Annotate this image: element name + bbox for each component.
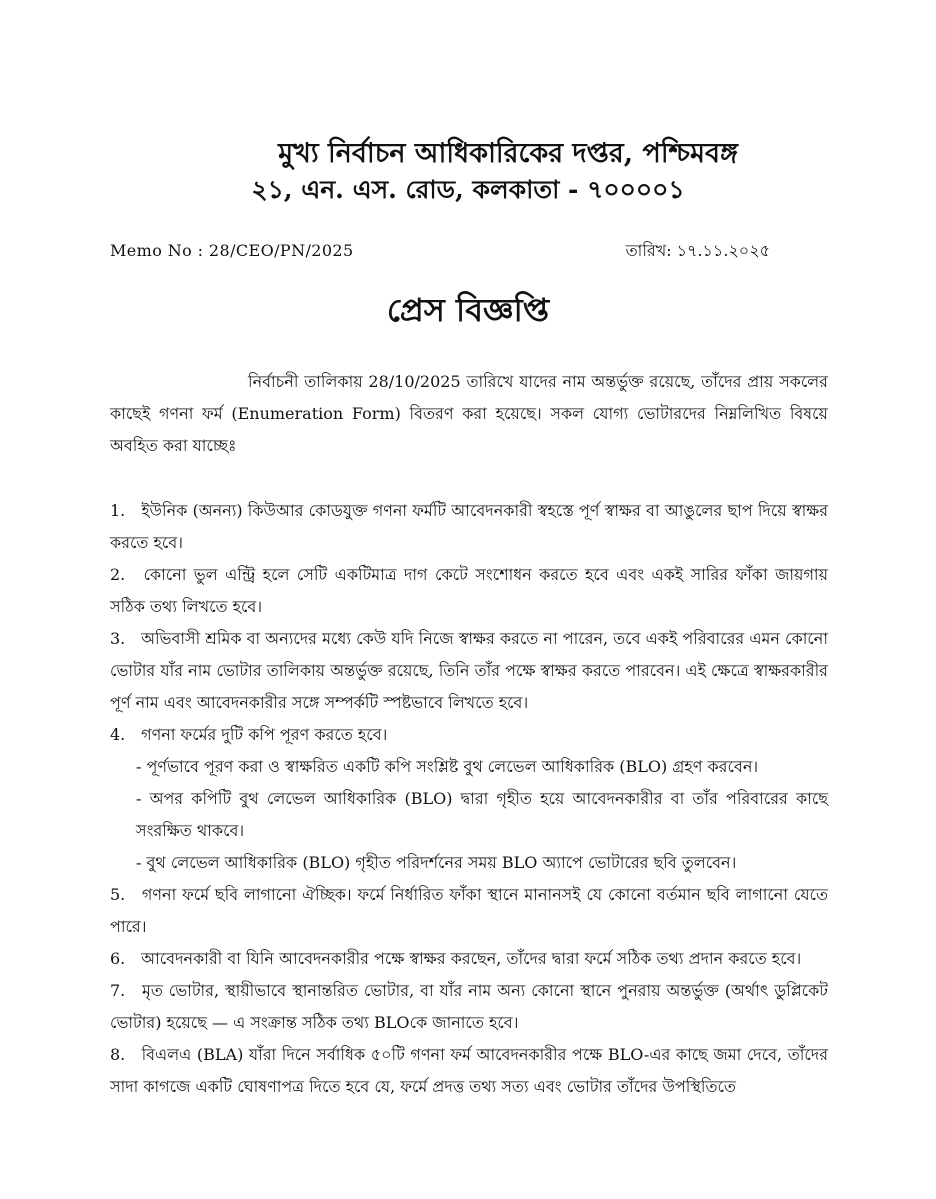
memo-date: তারিখ: ১৭.১১.২০২৫: [625, 241, 770, 260]
list-item: [110, 975, 828, 1039]
item-text: কোনো ভুল এন্ট্রি হলে সেটি একটিমাত্র দাগ কেটে সংশোধন করতে হবে এবং একই সারির ফাঁকা জায়গায় সঠিক তথ্য লিখতে হবে।: [110, 565, 828, 616]
list-item: [110, 719, 828, 751]
item-number: 4.: [110, 725, 126, 744]
item-number: 7.: [110, 981, 126, 1000]
instruction-list: [110, 495, 828, 1103]
office-address: ২১, এন. এস. রোড, কলকাতা - ৭০০০০১: [251, 175, 685, 204]
item-number: 6.: [110, 949, 126, 968]
list-item: [110, 495, 828, 559]
item-text: বিএলএ (BLA) যাঁরা দিনে সর্বাধিক ৫০টি গণনা ফর্ম আবেদনকারীর পক্ষে BLO-এর কাছে জমা দেবে, তাঁদের সাদা কাগজে একটি ঘোষণাপত্র দিতে হবে যে, ফর্মে প্রদত্ত তথ্য সত্য এবং ভোটার তাঁদের উপস্থিতিতে: [110, 1045, 828, 1096]
intro-paragraph: নির্বাচনী তালিকায় 28/10/2025 তারিখে যাদের নাম অন্তর্ভুক্ত রয়েছে, তাঁদের প্রায় সকলের কাছেই গণনা ফর্ম (Enumeration Form) বিতরণ করা হয়েছে। সকল যোগ্য ভোটারদের নিম্নলিখিত বিষয়ে অবহিত করা যাচ্ছেঃ: [110, 372, 828, 455]
item-text: মৃত ভোটার, স্থায়ীভাবে স্থানান্তরিত ভোটার, বা যাঁর নাম অন্য কোনো স্থানে পুনরায় অন্তর্ভুক্ত (অর্থাৎ ডুপ্লিকেট ভোটার) হয়েছে — এ সংক্রান্ত সঠিক তথ্য BLOকে জানাতে হবে।: [110, 981, 828, 1032]
item-text: গণনা ফর্মের দুটি কপি পূরণ করতে হবে।: [141, 725, 388, 744]
item-text: ইউনিক (অনন্য) কিউআর কোডযুক্ত গণনা ফর্মটি আবেদনকারী স্বহস্তে পূর্ণ স্বাক্ষর বা আঙুলের ছাপ দিয়ে স্বাক্ষর করতে হবে।: [110, 501, 828, 552]
item-number: 8.: [110, 1045, 126, 1064]
item-text: আবেদনকারী বা যিনি আবেদনকারীর পক্ষে স্বাক্ষর করছেন, তাঁদের দ্বারা ফর্মে সঠিক তথ্য প্রদান করতে হবে।: [141, 949, 802, 968]
sub-item: - অপর কপিটি বুথ লেভেল আধিকারিক (BLO) দ্বারা গৃহীত হয়ে আবেদনকারীর বা তাঁর পরিবারের কাছে সংরক্ষিত থাকবে।: [136, 789, 828, 840]
office-title: মুখ্য নির্বাচন আধিকারিকের দপ্তর, পশ্চিমবঙ্গ: [278, 138, 738, 169]
memo-number: Memo No : 28/CEO/PN/2025: [110, 241, 354, 260]
list-item: [110, 879, 828, 943]
list-item: [110, 943, 828, 975]
page-title: প্রেস বিজ্ঞপ্তি: [386, 291, 550, 329]
item-text: গণনা ফর্মে ছবি লাগানো ঐচ্ছিক। ফর্মে নির্ধারিত ফাঁকা স্থানে মানানসই যে কোনো বর্তমান ছবি লাগানো যেতে পারে।: [110, 885, 828, 936]
sub-item: - পূর্ণভাবে পূরণ করা ও স্বাক্ষরিত একটি কপি সংশ্লিষ্ট বুথ লেভেল আধিকারিক (BLO) গ্রহণ করবেন।: [136, 757, 759, 776]
list-item: [110, 559, 828, 623]
item-number: 1.: [110, 501, 126, 520]
list-item: [110, 623, 828, 719]
list-item: [110, 1039, 828, 1103]
item-number: 2.: [110, 565, 126, 584]
item-text: অভিবাসী শ্রমিক বা অন্যদের মধ্যে কেউ যদি নিজে স্বাক্ষর করতে না পারেন, তবে একই পরিবারের এমন কোনো ভোটার যাঁর নাম ভোটার তালিকায় অন্তর্ভুক্ত রয়েছে, তিনি তাঁর পক্ষে স্বাক্ষর করতে পারবেন। এই ক্ষেত্রে স্বাক্ষরকারীর পূর্ণ নাম এবং আবেদনকারীর সঙ্গে সম্পর্কটি স্পষ্টভাবে লিখতে হবে।: [110, 629, 828, 712]
sub-item: - বুথ লেভেল আধিকারিক (BLO) গৃহীত পরিদর্শনের সময় BLO অ্যাপে ভোটারের ছবি তুলবেন।: [136, 853, 737, 872]
item-number: 3.: [110, 629, 126, 648]
item-number: 5.: [110, 885, 126, 904]
